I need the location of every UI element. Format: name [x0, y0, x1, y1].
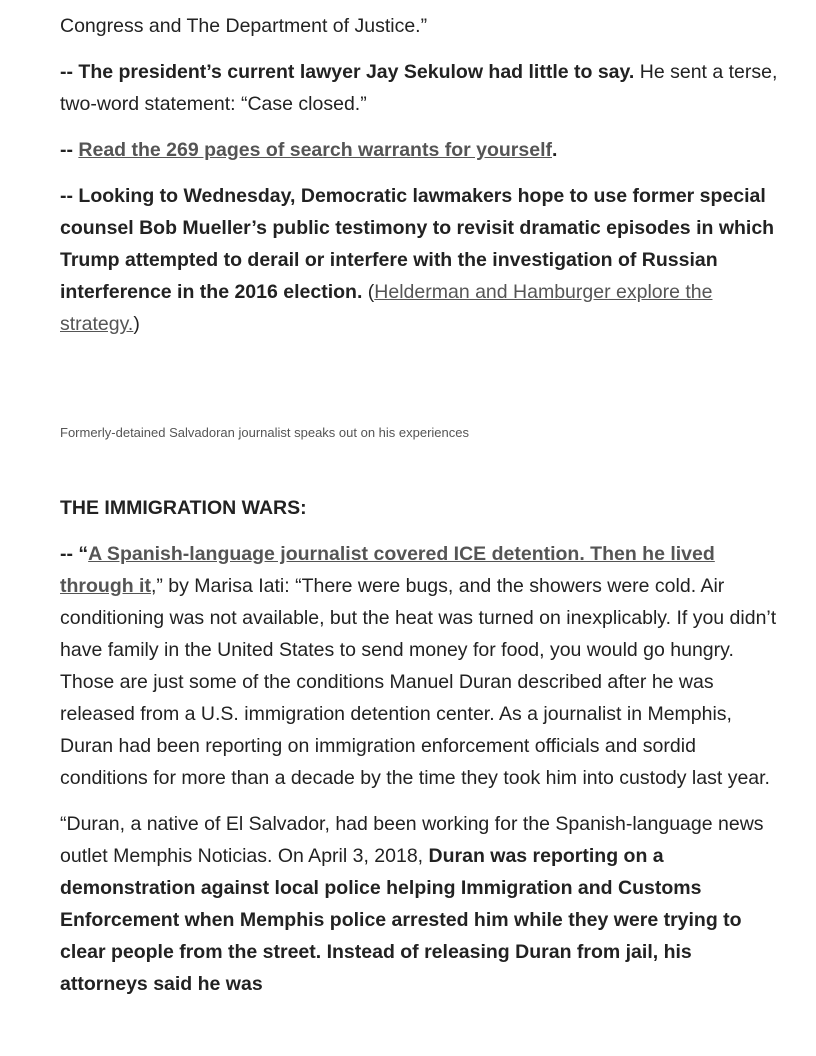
bold-dash: -- [60, 61, 79, 83]
search-warrants-link[interactable]: Read the 269 pages of search warrants for yourself [78, 139, 552, 161]
paragraph-text: Congress and The Department of Justice.” [60, 15, 428, 37]
bold-dash: -- “ [60, 543, 89, 565]
paragraph-search-warrants [60, 134, 780, 166]
bold-period: . [552, 139, 558, 161]
bold-text: Duran was reporting on a demonstration against local police helping Immigration and Customs Enforcement when Memphis police arrested him while they were trying to clear people from the street. Instead of releasing Duran from jail, his attorneys said he was [60, 845, 742, 995]
paren-open: ( [362, 281, 375, 303]
paragraph-text: ,” by Marisa Iati: “There were bugs, and the showers were cold. Air conditioning was not available, but the heat was turned on inexplicably. If you didn’t have family in the United States to send money for food, you would go hungry. Those are just some of the conditions Manuel Duran described after he was released from a U.S. immigration detention center. As a journalist in Memphis, Duran had been reporting on immigration enforcement officials and sordid conditions for more than a decade by the time they took him into custody last year. [60, 575, 777, 789]
paragraph-text: He sent a terse, two-word statement: “Case closed.” [60, 61, 778, 115]
video-placeholder [60, 354, 780, 424]
article-body [60, 10, 780, 1014]
paragraph-duran [60, 808, 780, 1000]
paragraph-doj-quote [60, 10, 780, 42]
section-heading: THE IMMIGRATION WARS: [60, 497, 307, 519]
paragraph-text: “Duran, a native of El Salvador, had been working for the Spanish-language news outlet Memphis Noticias. On April 3, 2018, [60, 813, 764, 867]
bold-lead: -- Looking to Wednesday, Democratic lawmakers hope to use former special counsel Bob Mueller’s public testimony to revisit dramatic episodes in which Trump attempted to derail or interfere with the investigation of Russian interference in the 2016 election. [60, 185, 775, 303]
journalist-article-link[interactable]: A Spanish-language journalist covered ICE detention. Then he lived through it [60, 543, 715, 597]
helderman-hamburger-link[interactable]: Helderman and Hamburger explore the strategy. [60, 281, 713, 335]
paren-close: ) [133, 313, 140, 335]
bold-lead: The president’s current lawyer Jay Sekulow had little to say. [78, 61, 635, 83]
bold-dash: -- [60, 139, 79, 161]
paragraph-journalist [60, 538, 780, 794]
paragraph-mueller [60, 180, 780, 340]
video-caption: Formerly-detained Salvadoran journalist speaks out on his experiences [60, 425, 469, 440]
paragraph-sekulow [60, 56, 780, 120]
